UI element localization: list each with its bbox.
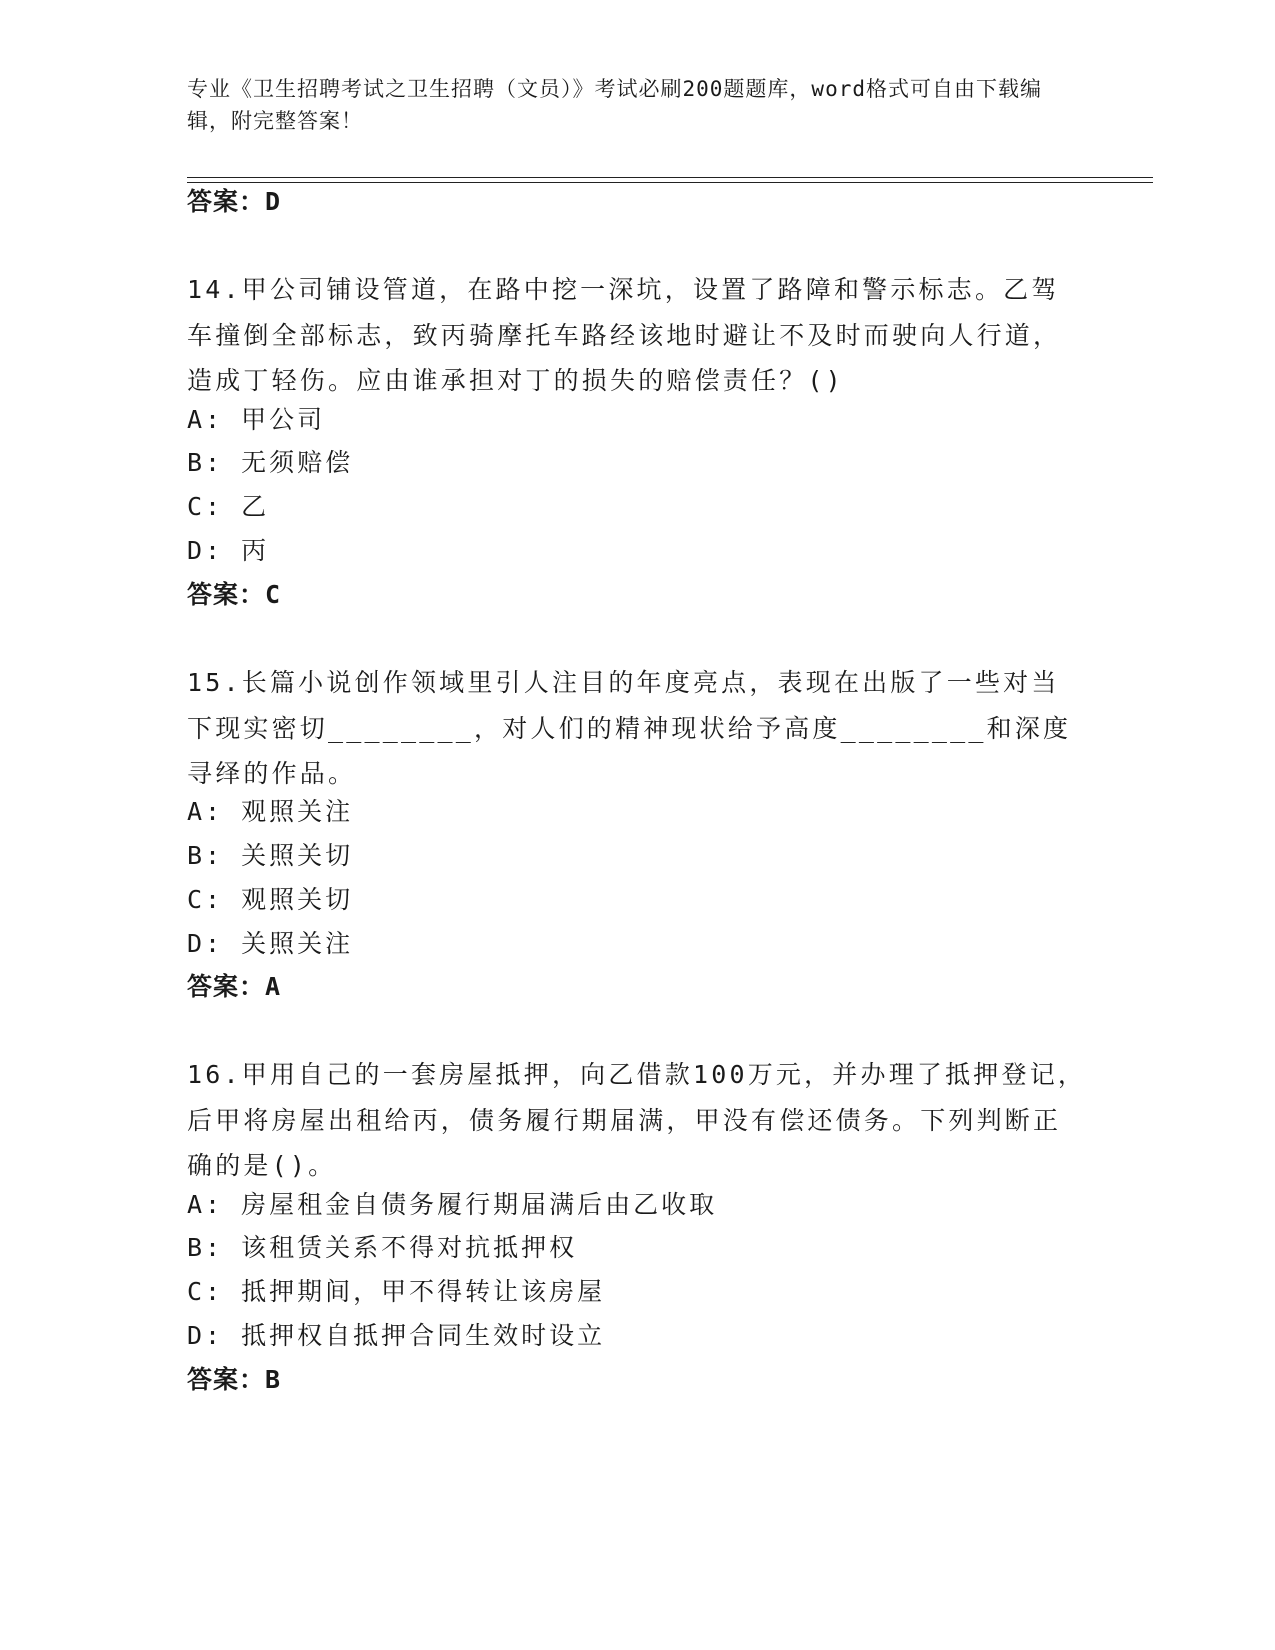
question-14-option-c: C: 乙 [187, 492, 270, 521]
question-16-text: 16.甲用自己的一套房屋抵押，向乙借款100万元，并办理了抵押登记，后甲将房屋出租给丙，债务履行期届满，甲没有偿还债务。下列判断正确的是()。 [187, 1060, 1087, 1180]
question-16-option-d: D: 抵押权自抵押合同生效时设立 [187, 1321, 606, 1350]
question-16-answer: 答案：B [187, 1365, 282, 1394]
question-15-option-b: B: 关照关切 [187, 841, 354, 870]
question-15-text: 15.长篇小说创作领域里引人注目的年度亮点，表现在出版了一些对当下现实密切________，对人们的精神现状给予高度________和深度寻绎的作品。 [187, 668, 1072, 788]
header-rule-top [187, 177, 1153, 178]
question-16-option-c: C: 抵押期间，甲不得转让该房屋 [187, 1277, 606, 1306]
header-rule-bottom [187, 182, 1153, 183]
question-14-option-d: D: 丙 [187, 536, 270, 565]
question-15-answer: 答案：A [187, 972, 282, 1001]
question-14-answer: 答案：C [187, 580, 282, 609]
question-15-option-d: D: 关照关注 [187, 929, 354, 958]
question-15-option-c: C: 观照关切 [187, 885, 354, 914]
question-16-option-b: B: 该租赁关系不得对抗抵押权 [187, 1233, 578, 1262]
question-16-option-a: A: 房屋租金自债务履行期届满后由乙收取 [187, 1190, 718, 1219]
question-14-option-a: A: 甲公司 [187, 405, 326, 434]
question-14-option-b: B: 无须赔偿 [187, 448, 354, 477]
question-14-text: 14.甲公司铺设管道，在路中挖一深坑，设置了路障和警示标志。乙驾车撞倒全部标志，致丙骑摩托车路经该地时避让不及时而驶向人行道，造成丁轻伤。应由谁承担对丁的损失的赔偿责任？() [187, 275, 1062, 395]
question-15-option-a: A: 观照关注 [187, 797, 354, 826]
prev-answer: 答案：D [187, 187, 282, 216]
document-header: 专业《卫生招聘考试之卫生招聘（文员）》考试必刷200题题库，word格式可自由下载编辑，附完整答案！ [187, 77, 1042, 133]
